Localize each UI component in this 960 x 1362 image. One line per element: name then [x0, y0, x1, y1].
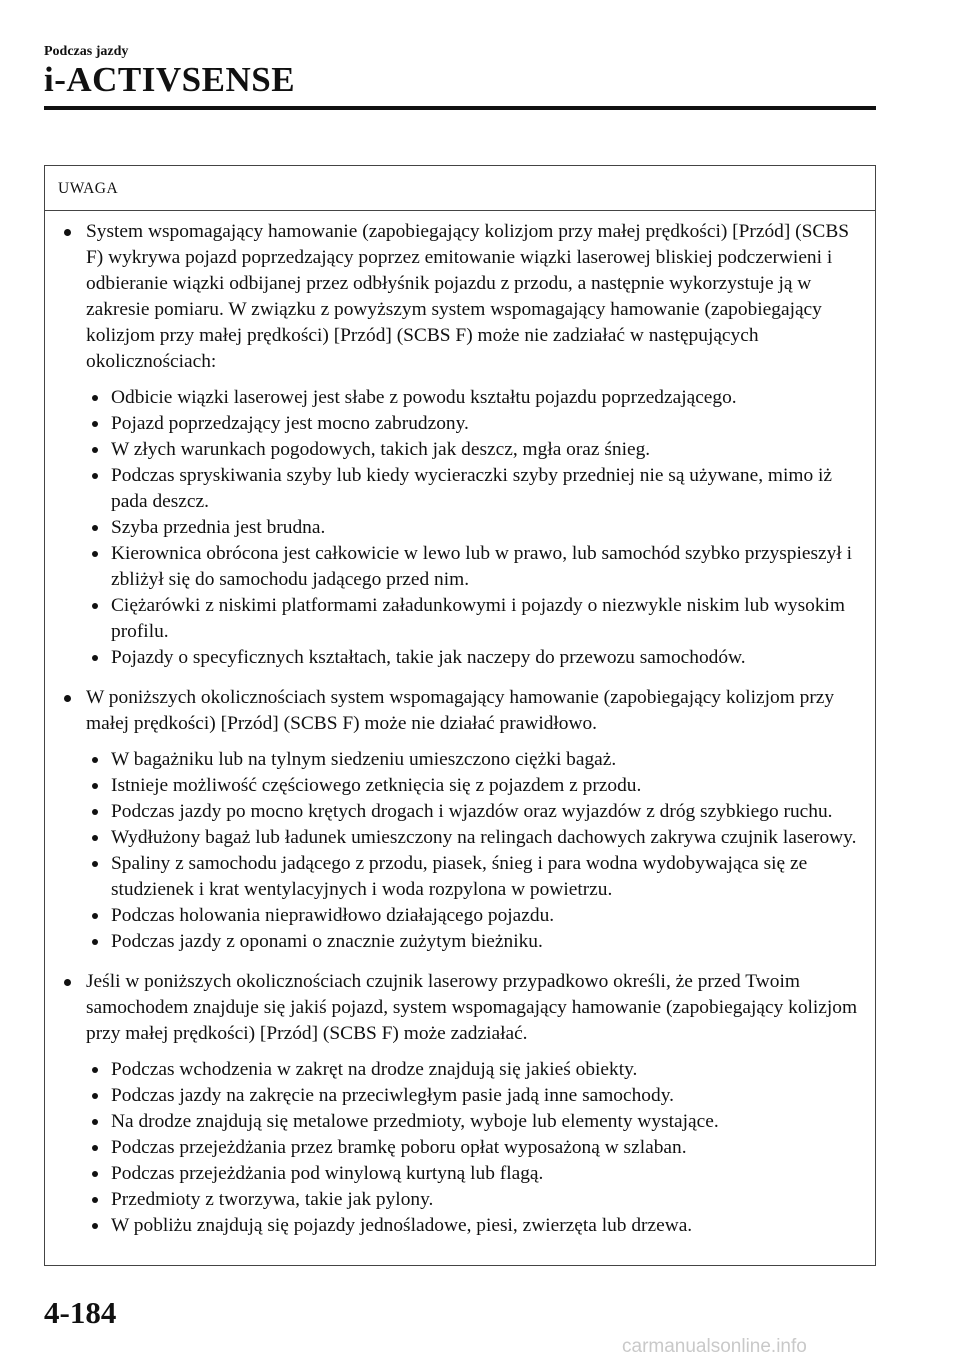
bullet-icon	[92, 603, 98, 609]
page-number: 4-184	[44, 1295, 117, 1330]
bullet-icon	[92, 1197, 98, 1203]
list-item: Podczas jazdy na zakręcie na przeciwległym pasie jadą inne samochody.	[59, 1083, 861, 1109]
bullet-icon	[64, 229, 71, 236]
bullet-icon	[92, 551, 98, 557]
warning-box	[44, 165, 876, 1266]
list-item: Na drodze znajdują się metalowe przedmioty, wyboje lub elementy wystające.	[59, 1109, 861, 1135]
bullet-icon	[92, 1145, 98, 1151]
bullet-icon	[92, 447, 98, 453]
list-item: W bagażniku lub na tylnym siedzeniu umieszczono ciężki bagaż.	[59, 747, 861, 773]
bullet-icon	[92, 473, 98, 479]
bullet-icon	[92, 1093, 98, 1099]
bullet-icon	[92, 1223, 98, 1229]
list-item: Kierownica obrócona jest całkowicie w lewo lub w prawo, lub samochód szybko przyspieszył i zbliżył się do samochodu jadącego przed nim.	[59, 541, 861, 593]
list-item: Podczas spryskiwania szyby lub kiedy wycieraczki szyby przedniej nie są używane, mimo iż pada deszcz.	[59, 463, 861, 515]
note-2-list	[59, 747, 861, 955]
bullet-icon	[92, 809, 98, 815]
list-item: Spaliny z samochodu jadącego z przodu, piasek, śnieg i para wodna wydobywająca się ze studzienek i krat wentylacyjnych i woda rozpylona w powietrzu.	[59, 851, 861, 903]
list-item: Podczas przejeżdżania przez bramkę poboru opłat wyposażoną w szlaban.	[59, 1135, 861, 1161]
bullet-icon	[92, 1067, 98, 1073]
warning-body	[45, 211, 875, 1239]
bullet-icon	[92, 757, 98, 763]
list-item: Odbicie wiązki laserowej jest słabe z powodu kształtu pojazdu poprzedzającego.	[59, 385, 861, 411]
note-text: W poniższych okolicznościach system wspomagający hamowanie (zapobiegający kolizjom przy małej prędkości) [Przód] (SCBS F) może nie działać prawidłowo.	[86, 687, 835, 734]
list-item: Wydłużony bagaż lub ładunek umieszczony na relingach dachowych zakrywa czujnik laserowy.	[59, 825, 861, 851]
bullet-icon	[92, 1119, 98, 1125]
list-item: Przedmioty z tworzywa, takie jak pylony.	[59, 1187, 861, 1213]
note-text: System wspomagający hamowanie (zapobiegający kolizjom przy małej prędkości) [Przód] (SCBS F) wykrywa pojazd poprzedzający poprzez emitowanie wiązki laserowej bliskiej podczerwieni i odbieranie wiązki odbijanej przez odbłyśnik pojazdu z przodu, a następnie wykorzystuje ją w zakresie pomiaru. W związku z powyższym system wspomagający hamowanie (zapobiegający kolizjom przy małej prędkości) [Przód] (SCBS F) może nie zadziałać w następujących okolicznościach:	[86, 221, 850, 372]
list-item: W złych warunkach pogodowych, takich jak deszcz, mgła oraz śnieg.	[59, 437, 861, 463]
list-item: Pojazd poprzedzający jest mocno zabrudzony.	[59, 411, 861, 437]
page-title: i-ACTIVSENSE	[44, 60, 296, 99]
bullet-icon	[64, 695, 71, 702]
list-item: Istnieje możliwość częściowego zetknięcia się z pojazdem z przodu.	[59, 773, 861, 799]
note-1	[59, 219, 861, 375]
list-item: Szyba przednia jest brudna.	[59, 515, 861, 541]
list-item: Ciężarówki z niskimi platformami załadunkowymi i pojazdy o niezwykle niskim lub wysokim profilu.	[59, 593, 861, 645]
bullet-icon	[92, 861, 98, 867]
note-2	[59, 685, 861, 737]
bullet-icon	[92, 835, 98, 841]
bullet-icon	[92, 1171, 98, 1177]
bullet-icon	[92, 395, 98, 401]
note-1-list	[59, 385, 861, 671]
note-text: Jeśli w poniższych okolicznościach czujnik laserowy przypadkowo określi, że przed Twoim samochodem znajduje się jakiś pojazd, system wspomagający hamowanie (zapobiegający kolizjom przy małej prędkości) [Przód] (SCBS F) może zadziałać.	[86, 971, 858, 1044]
bullet-icon	[92, 783, 98, 789]
list-item: Podczas wchodzenia w zakręt na drodze znajdują się jakieś obiekty.	[59, 1057, 861, 1083]
bullet-icon	[92, 525, 98, 531]
list-item: Podczas jazdy po mocno krętych drogach i wjazdów oraz wyjazdów z dróg szybkiego ruchu.	[59, 799, 861, 825]
section-label: Podczas jazdy	[44, 44, 129, 59]
warning-heading: UWAGA	[45, 166, 875, 211]
bullet-icon	[92, 421, 98, 427]
list-item: Podczas jazdy z oponami o znacznie zużytym bieżniku.	[59, 929, 861, 955]
title-rule	[44, 106, 876, 110]
note-3	[59, 969, 861, 1047]
list-item: Podczas przejeżdżania pod winylową kurtyną lub flagą.	[59, 1161, 861, 1187]
note-3-list	[59, 1057, 861, 1239]
bullet-icon	[64, 979, 71, 986]
list-item: W pobliżu znajdują się pojazdy jednośladowe, piesi, zwierzęta lub drzewa.	[59, 1213, 861, 1239]
bullet-icon	[92, 913, 98, 919]
bullet-icon	[92, 655, 98, 661]
bullet-icon	[92, 939, 98, 945]
watermark: carmanualsonline.info	[622, 1336, 807, 1357]
list-item: Pojazdy o specyficznych kształtach, takie jak naczepy do przewozu samochodów.	[59, 645, 861, 671]
list-item: Podczas holowania nieprawidłowo działającego pojazdu.	[59, 903, 861, 929]
